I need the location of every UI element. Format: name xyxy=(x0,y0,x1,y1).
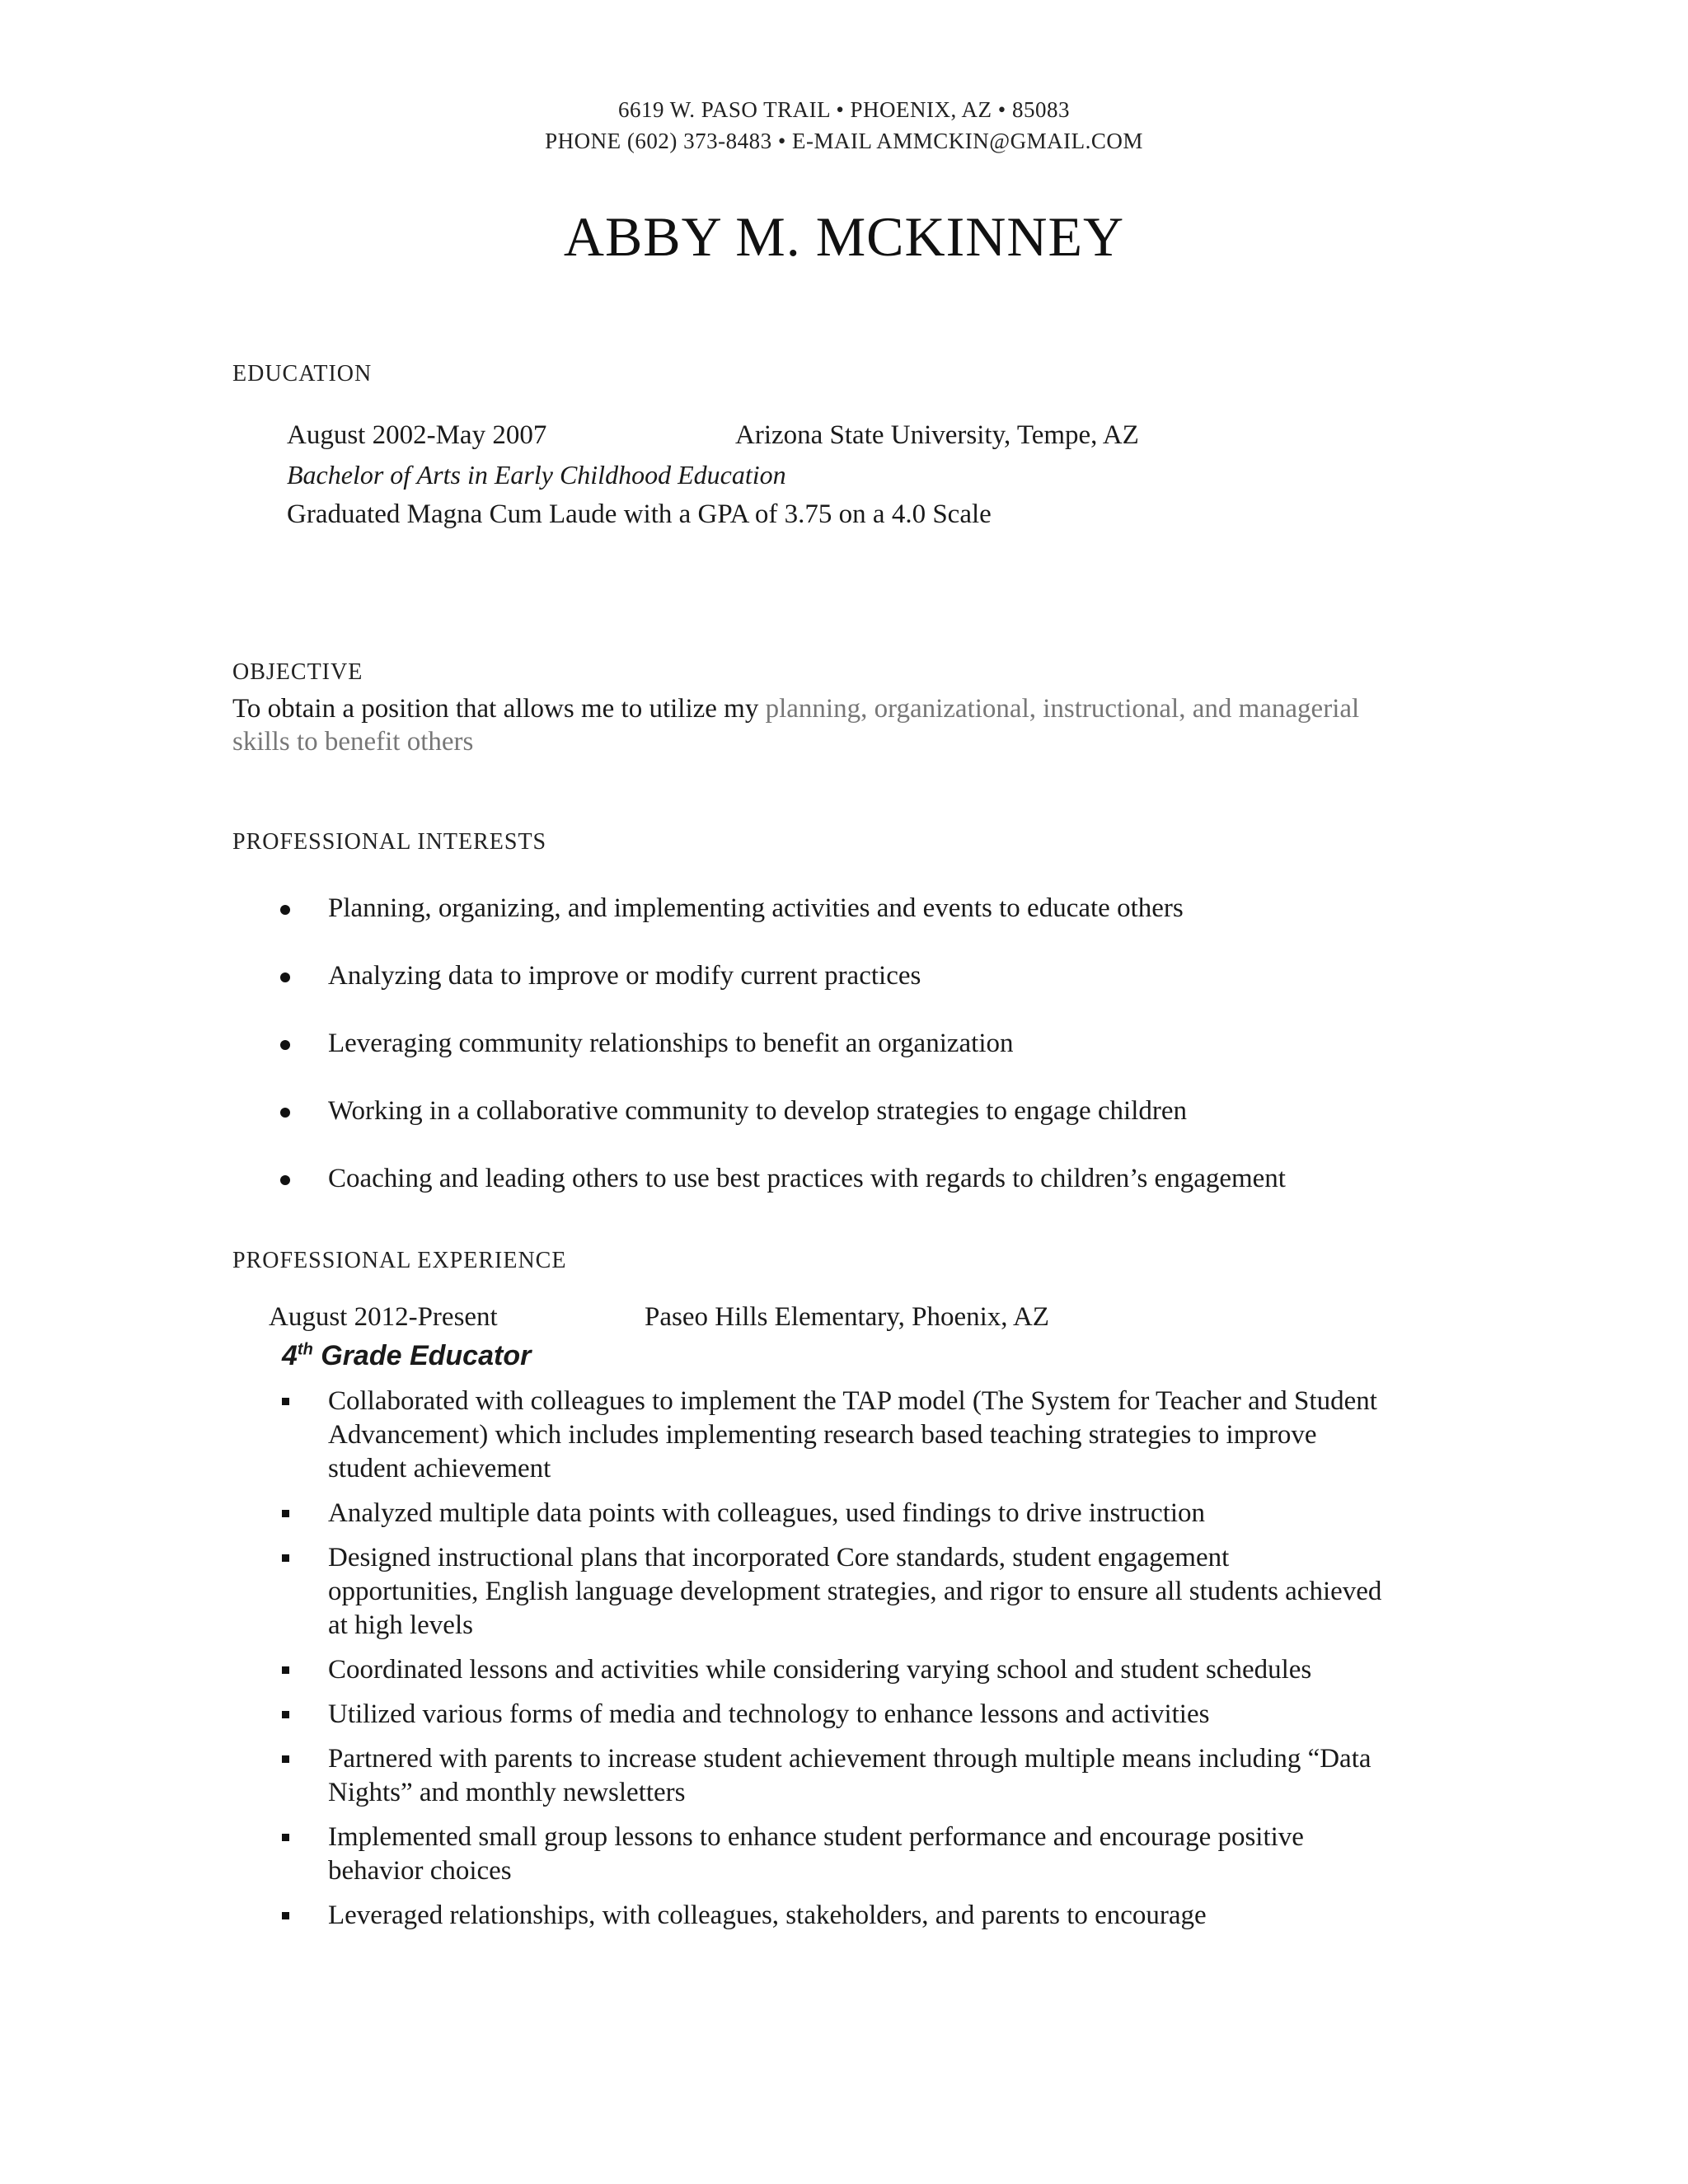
bullet-icon xyxy=(280,1175,290,1185)
job-title-suffix: th xyxy=(297,1340,313,1359)
interest-text: Coaching and leading others to use best practices with regards to children’s engagement xyxy=(328,1164,1286,1193)
job-title-number: 4 xyxy=(282,1340,298,1371)
list-item xyxy=(280,1029,1286,1096)
square-bullet-icon xyxy=(282,1834,289,1841)
objective-heading: OBJECTIVE xyxy=(232,659,363,685)
square-bullet-icon xyxy=(282,1666,289,1674)
interests-heading: PROFESSIONAL INTERESTS xyxy=(232,829,547,855)
candidate-name: ABBY M. MCKINNEY xyxy=(563,205,1125,268)
list-item xyxy=(280,1899,1385,1933)
square-bullet-icon xyxy=(282,1398,289,1405)
duty-text: Utilized various forms of media and technology to enhance lessons and activities xyxy=(328,1699,1210,1729)
list-item xyxy=(280,893,1286,961)
list-item xyxy=(280,1541,1385,1643)
list-item xyxy=(280,1096,1286,1164)
duty-text: Analyzed multiple data points with colleagues, used findings to drive instruction xyxy=(328,1498,1206,1528)
interest-text: Planning, organizing, and implementing activities and events to educate others xyxy=(328,893,1184,923)
education-heading: EDUCATION xyxy=(232,361,373,387)
contact-address: 6619 W. PASO TRAIL • PHOENIX, AZ • 85083 xyxy=(618,97,1070,122)
list-item xyxy=(280,1385,1385,1486)
duties-list xyxy=(280,1385,1385,1943)
education-degree: Bachelor of Arts in Early Childhood Education xyxy=(287,460,786,490)
objective-text-start: To obtain a position that allows me to utilize my xyxy=(232,694,766,724)
list-item xyxy=(280,1164,1286,1231)
square-bullet-icon xyxy=(282,1711,289,1718)
list-item xyxy=(280,1742,1385,1810)
square-bullet-icon xyxy=(282,1554,289,1562)
duty-text: Collaborated with colleagues to implement the TAP model (The System for Teacher and Student Advancement) which includes implementing research based teaching strategies to improve student achievement xyxy=(328,1386,1377,1483)
duty-text: Designed instructional plans that incorporated Core standards, student engagement opportunities, English language development strategies, and rigor to ensure all students achieved at high levels xyxy=(328,1543,1382,1640)
education-school: Arizona State University, Tempe, AZ xyxy=(735,420,1139,450)
bullet-icon xyxy=(280,972,290,982)
bullet-icon xyxy=(280,1040,290,1050)
education-dates: August 2002-May 2007 xyxy=(287,420,547,450)
duty-text: Leveraged relationships, with colleagues, stakeholders, and parents to encourage xyxy=(328,1900,1207,1930)
experience-heading: PROFESSIONAL EXPERIENCE xyxy=(232,1248,567,1273)
list-item xyxy=(280,1821,1385,1888)
interest-text: Analyzing data to improve or modify current practices xyxy=(328,961,921,991)
list-item xyxy=(280,1653,1385,1687)
duty-text: Implemented small group lessons to enhance student performance and encourage positive behavior choices xyxy=(328,1822,1304,1886)
objective-text-muted: planning, organizational, instructional, and managerial skills to benefit others xyxy=(232,694,1360,757)
bullet-icon xyxy=(280,905,290,915)
duty-text: Coordinated lessons and activities while considering varying school and student schedules xyxy=(328,1655,1312,1685)
interest-text: Working in a collaborative community to develop strategies to engage children xyxy=(328,1096,1188,1126)
square-bullet-icon xyxy=(282,1912,289,1919)
job-school: Paseo Hills Elementary, Phoenix, AZ xyxy=(645,1302,1049,1332)
list-item xyxy=(280,1698,1385,1732)
duty-text: Partnered with parents to increase student achievement through multiple means including “Data Nights” and monthly newsletters xyxy=(328,1744,1372,1807)
list-item xyxy=(280,1497,1385,1530)
interests-list xyxy=(280,893,1286,1231)
square-bullet-icon xyxy=(282,1510,289,1517)
education-honors: Graduated Magna Cum Laude with a GPA of 3.75 on a 4.0 Scale xyxy=(287,499,992,529)
contact-phone-email: PHONE (602) 373-8483 • E-MAIL AMMCKIN@GMAIL.COM xyxy=(545,129,1143,153)
job-title-text: Grade Educator xyxy=(312,1340,532,1371)
objective-text xyxy=(232,692,1386,758)
interest-text: Leveraging community relationships to benefit an organization xyxy=(328,1029,1014,1058)
job-title xyxy=(282,1340,531,1372)
bullet-icon xyxy=(280,1108,290,1118)
list-item xyxy=(280,961,1286,1029)
job-dates: August 2012-Present xyxy=(269,1302,498,1332)
square-bullet-icon xyxy=(282,1755,289,1763)
